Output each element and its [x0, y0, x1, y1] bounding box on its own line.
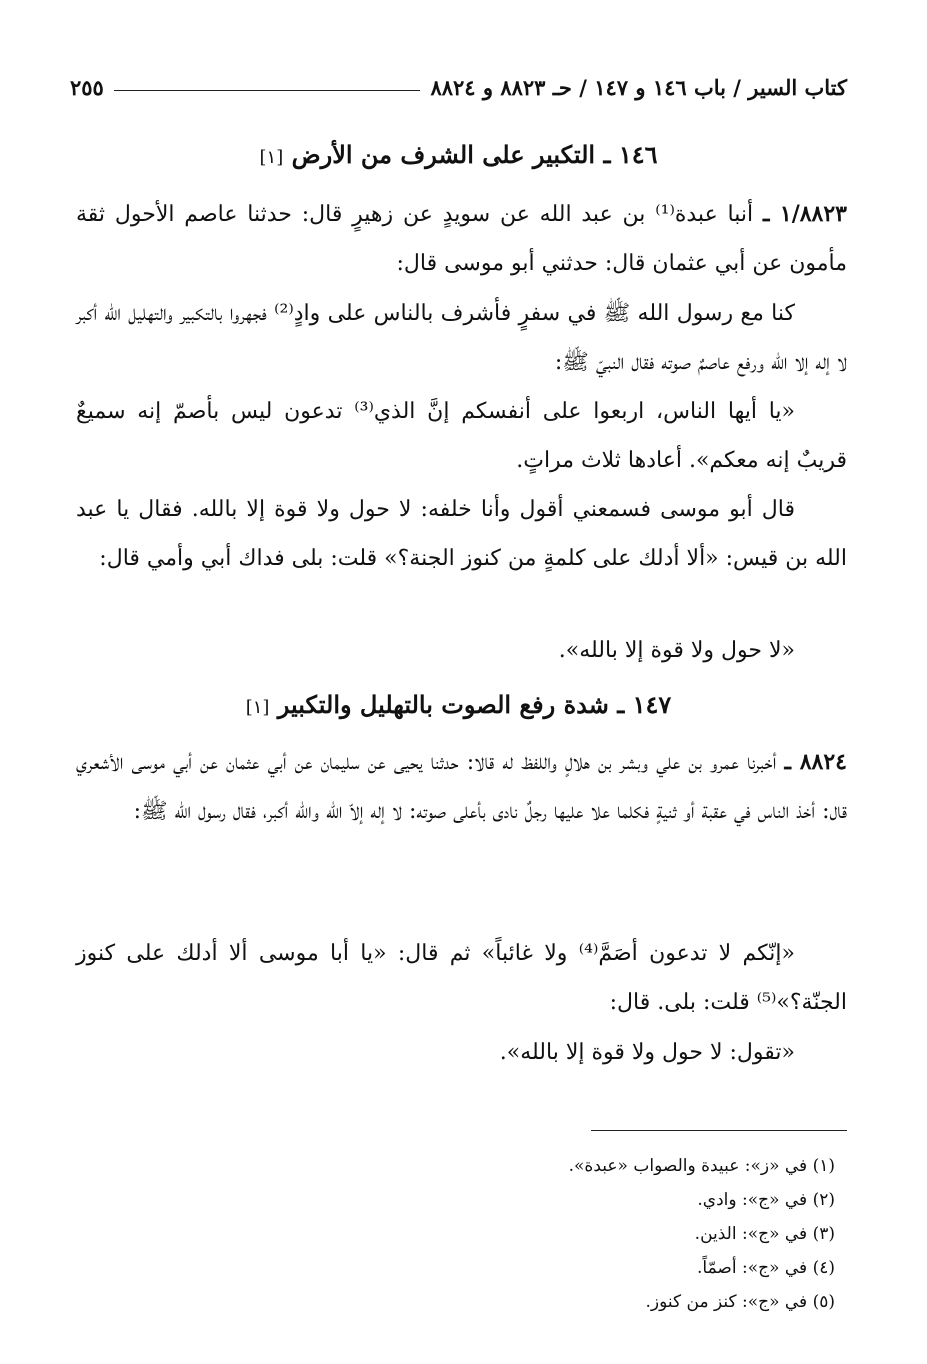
hadith-8823-number: ١/٨٨٢٣ ـ	[762, 201, 847, 227]
section-147-heading	[70, 690, 847, 719]
page-header	[70, 70, 847, 104]
hadith-8823-para-3: قال أبو موسى فسمعني أقول وأنا خلفه: لا حول ولا قوة إلا بالله. فقال يا عبد الله بن قيس: «ألا أدلك على كلمةٍ من كنوز الجنة؟» قلت: بلى فداك أبي وأمي قال:	[76, 497, 847, 571]
hadith-8823-para-1: كنا مع رسول الله ﷺ في سفرٍ فأشرف بالناس على وادٍ⁽²⁾ فجهروا بالتكبير والتهليل الله أكبر لا إله إلا الله ورفع عاصمٌ صوته فقال النبيّ ﷺ:	[76, 301, 847, 375]
section-146-title: ١٤٦ ـ التكبير على الشرف من الأرض	[291, 140, 658, 169]
footnote-2: (٢) في «ج»: وادي.	[697, 1190, 835, 1210]
footnote-separator	[591, 1130, 847, 1131]
footnote-5: (٥) في «ج»: كنز من كنوز.	[645, 1292, 835, 1312]
section-146-note: [١]	[259, 147, 284, 168]
hadith-8823-isnad-text: أنبا عبدة⁽¹⁾ بن عبد الله عن سويدٍ عن زهيرٍ قال: حدثنا عاصم الأحول ثقة مأمون عن أبي عثمان قال: حدثني أبو موسى قال:	[76, 202, 847, 276]
hadith-8823-para-2: «يا أيها الناس، اربعوا على أنفسكم إنَّ الذي⁽³⁾ تدعون ليس بأصمّ إنه سميعٌ قريبٌ إنه معكم». أعادها ثلاث مراتٍ.	[76, 399, 847, 473]
header-rule	[114, 90, 421, 91]
hadith-8824-isnad-text: أخبرنا عمرو بن علي وبشر بن هلالٍ واللفظ له قالا: حدثنا يحيى عن سليمان عن أبي عثمان عن أبي موسى الأشعري قال: أخذ الناس في عقبة أو ثنيةٍ فكلما علا عليها رجلٌ نادى بأعلى صوته: لا إله إلاّ الله والله أكبر، فقال رسول الله ﷺ:	[76, 750, 847, 824]
footnote-1: (١) في «ز»: عبيدة والصواب «عبدة».	[568, 1156, 835, 1176]
hadith-8824-number: ٨٨٢٤ ـ	[784, 749, 847, 775]
section-147-title: ١٤٧ ـ شدة رفع الصوت بالتهليل والتكبير	[277, 690, 672, 719]
footnotes	[235, 1149, 835, 1319]
page-number: ٢٥٥	[70, 74, 104, 100]
hadith-8823-isnad	[76, 190, 847, 288]
section-146-heading	[70, 140, 847, 169]
hadith-8824-isnad	[76, 738, 847, 836]
footnote-3: (٣) في «ج»: الذين.	[694, 1224, 835, 1244]
section-147-note: [١]	[245, 697, 270, 718]
hadith-8823-para-4: «لا حول ولا قوة إلا بالله».	[558, 638, 795, 663]
footnote-4: (٤) في «ج»: أصمّاً.	[697, 1258, 835, 1278]
hadith-8824-para-1: «إنّكم لا تدعون أصَمَّ⁽⁴⁾ ولا غائباً» ثم قال: «يا أبا موسى ألا أدلك على كنوز الجنّة؟»⁽⁵⁾ قلت: بلى. قال:	[76, 941, 847, 1015]
hadith-8824-para-2: «تقول: لا حول ولا قوة إلا بالله».	[499, 1040, 795, 1065]
running-title: كتاب السير / باب ١٤٦ و ١٤٧ / حـ ٨٨٢٣ و ٨٨٢٤	[430, 74, 847, 100]
